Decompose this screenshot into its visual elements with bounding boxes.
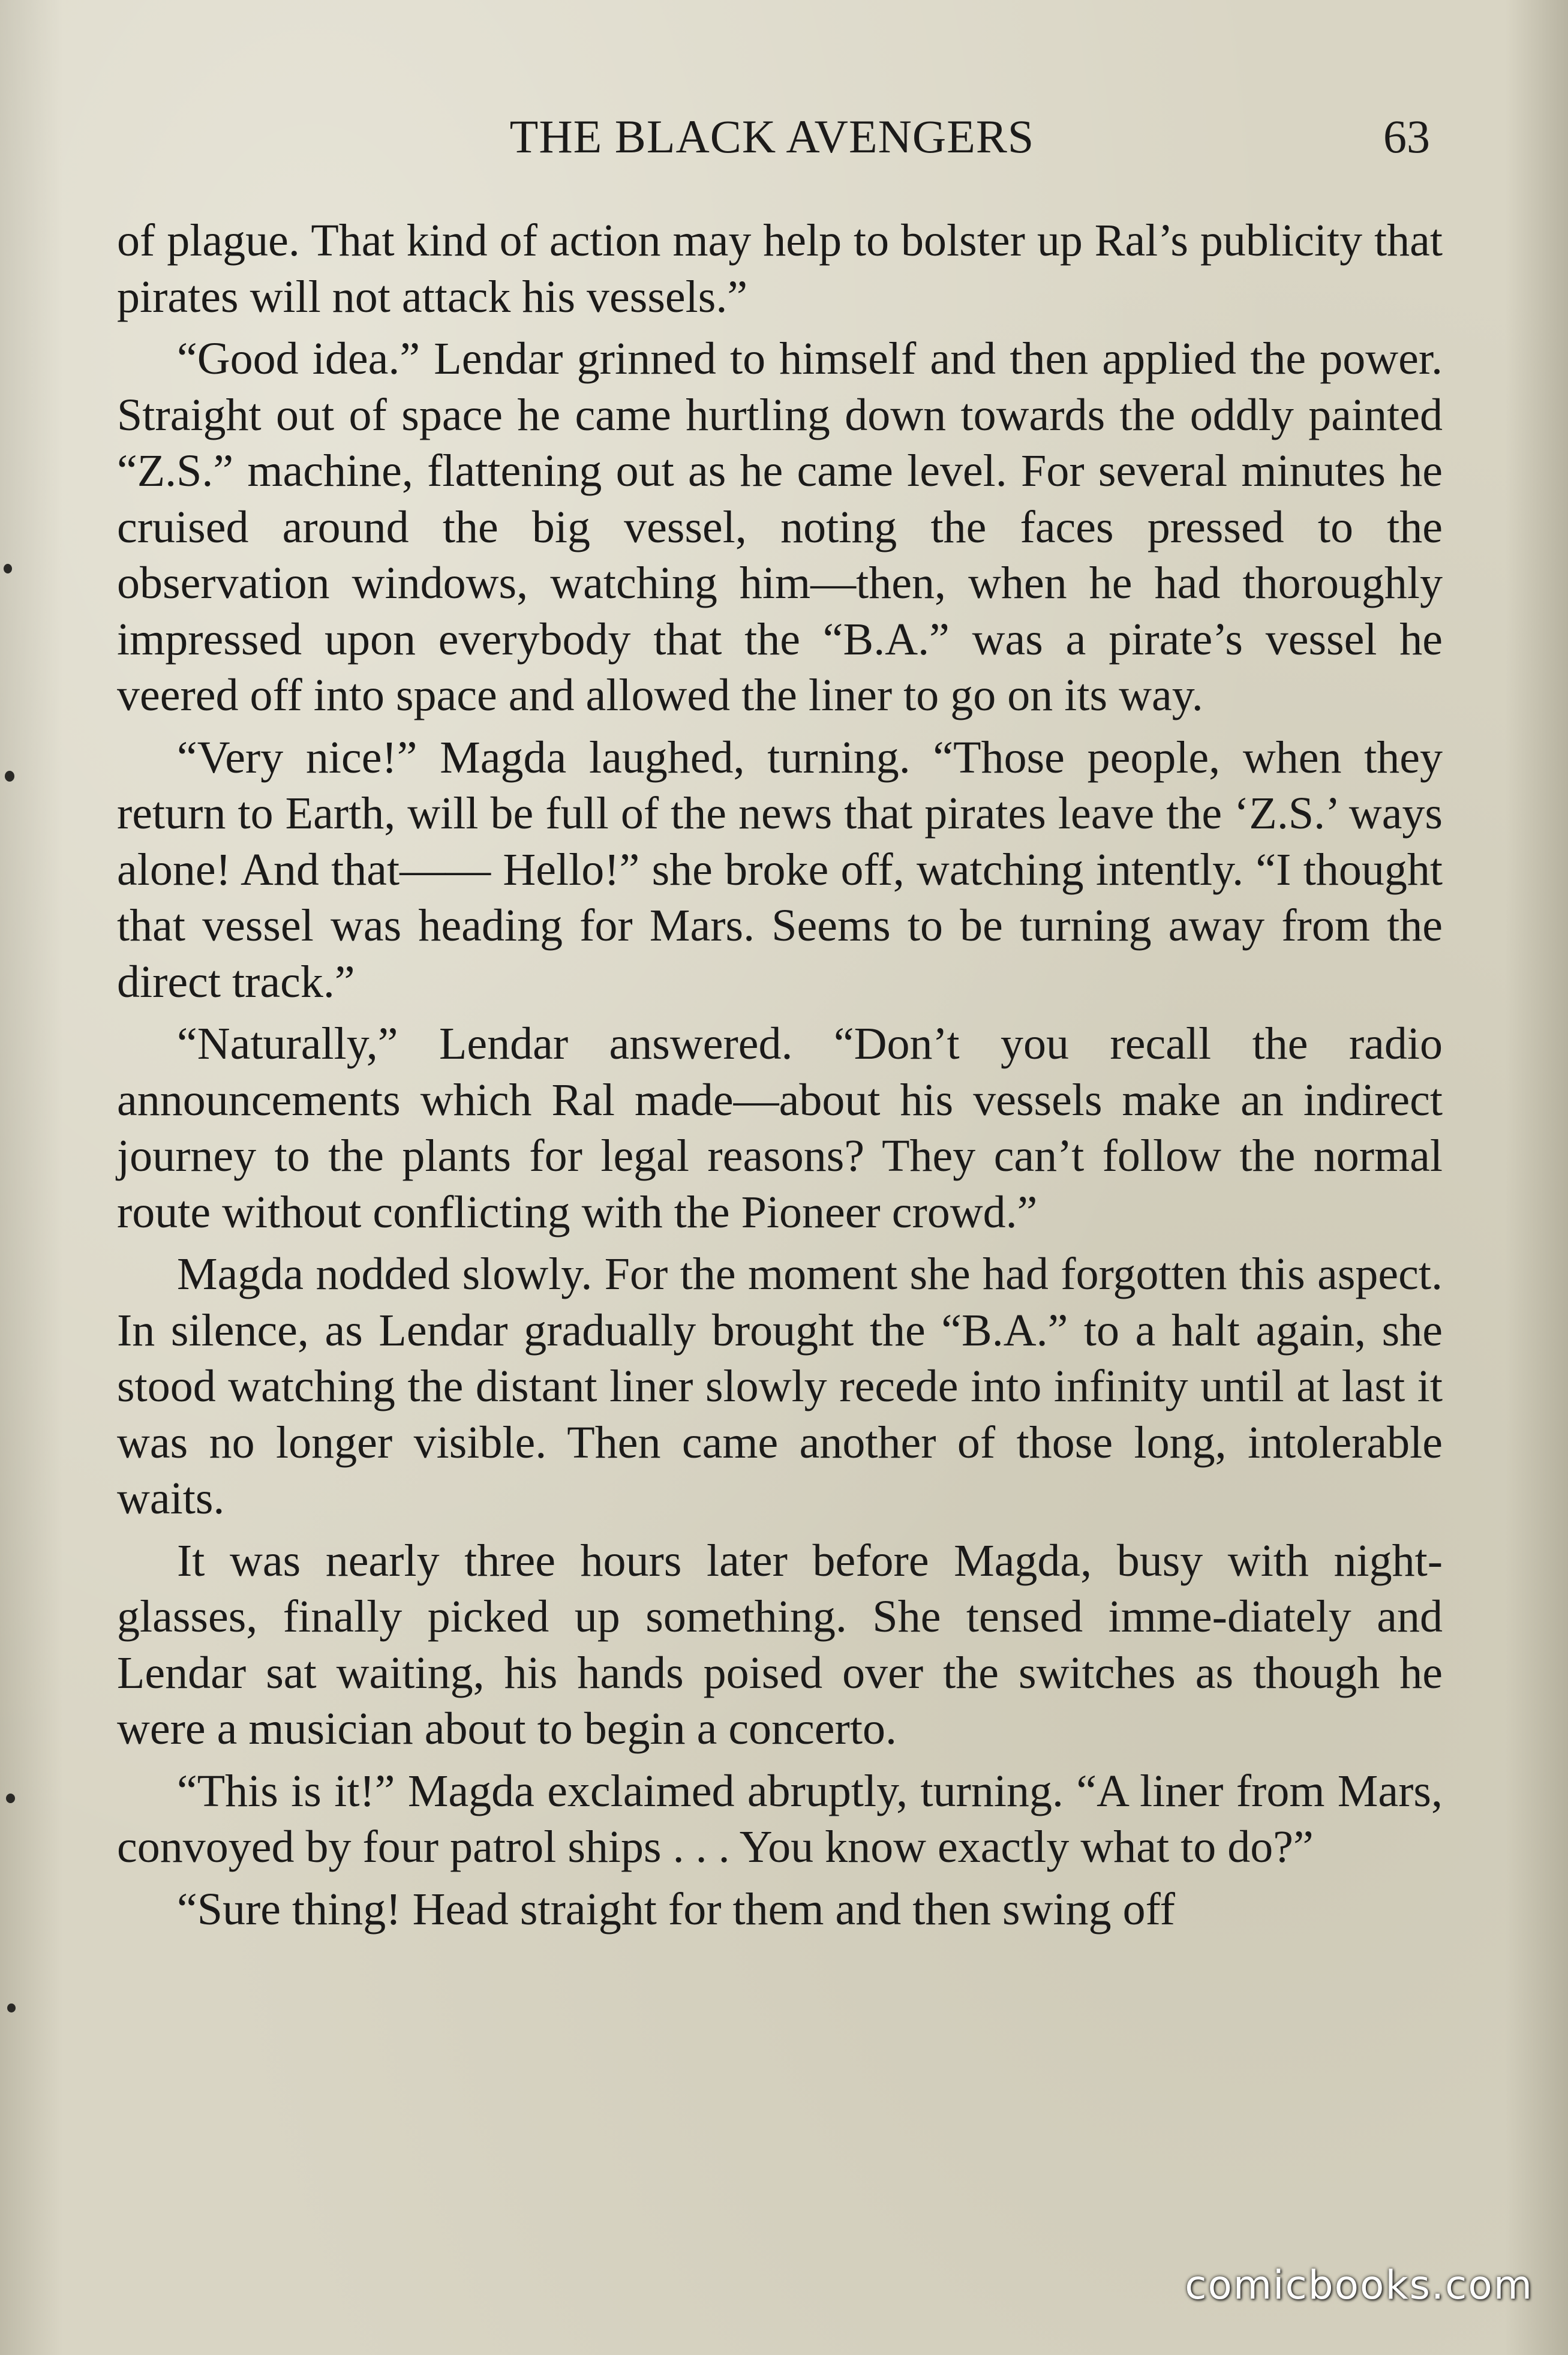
page-number: 63 [1383,110,1430,163]
body-text [117,213,1443,1944]
paragraph: It was nearly three hours later before Magda, busy with night-glasses, finally picked up something. She tensed imme-diately and Lendar sat waiting, his hands poised over the switches as though he were a musician about to begin a concerto. [117,1535,1443,1754]
binding-hole-mark [4,564,12,573]
paragraph: “This is it!” Magda exclaimed abruptly, turning. “A liner from Mars, convoyed by four patrol ships . . . You know exactly what to do?” [117,1765,1443,1872]
paragraph: “Sure thing! Head straight for them and then swing off [177,1884,1175,1935]
binding-hole-mark [7,2003,16,2012]
binding-hole-mark [5,771,14,782]
running-title: THE BLACK AVENGERS [509,110,1035,163]
binding-hole-mark [6,1794,15,1803]
running-head [114,101,1430,173]
paragraph: Magda nodded slowly. For the moment she had forgotten this aspect. In silence, as Lendar gradually brought the “B.A.” to a halt again, she stood watching the distant liner slowly recede into infinity until at last it was no longer visible. Then came another of those long, intolerable waits. [117,1249,1443,1524]
paragraph: “Good idea.” Lendar grinned to himself and then applied the power. Straight out of space he came hurtling down towards the oddly painted “Z.S.” machine, flattening out as he came level. For several minutes he cruised around the big vessel, noting the faces pressed to the observation windows, watching him—then, when he had thoroughly impressed upon everybody that the “B.A.” was a pirate’s vessel he veered off into space and allowed the liner to go on its way. [117,334,1443,720]
paragraph: of plague. That kind of action may help to bolster up Ral’s publicity that pirates will not attack his vessels.” [117,215,1443,322]
paragraph: “Very nice!” Magda laughed, turning. “Those people, when they return to Earth, will be full of the news that pirates leave the ‘Z.S.’ ways alone! And that—— Hello!” she broke off, watching intently. “I thought that vessel was heading for Mars. Seems to be turning away from the direct track.” [117,732,1443,1007]
watermark: comicbooks.com [1185,2262,1533,2308]
paragraph: “Naturally,” Lendar answered. “Don’t you recall the radio announcements which Ral made—about his vessels make an indirect journey to the plants for legal reasons? They can’t follow the normal route without conflicting with the Pioneer crowd.” [117,1019,1443,1237]
